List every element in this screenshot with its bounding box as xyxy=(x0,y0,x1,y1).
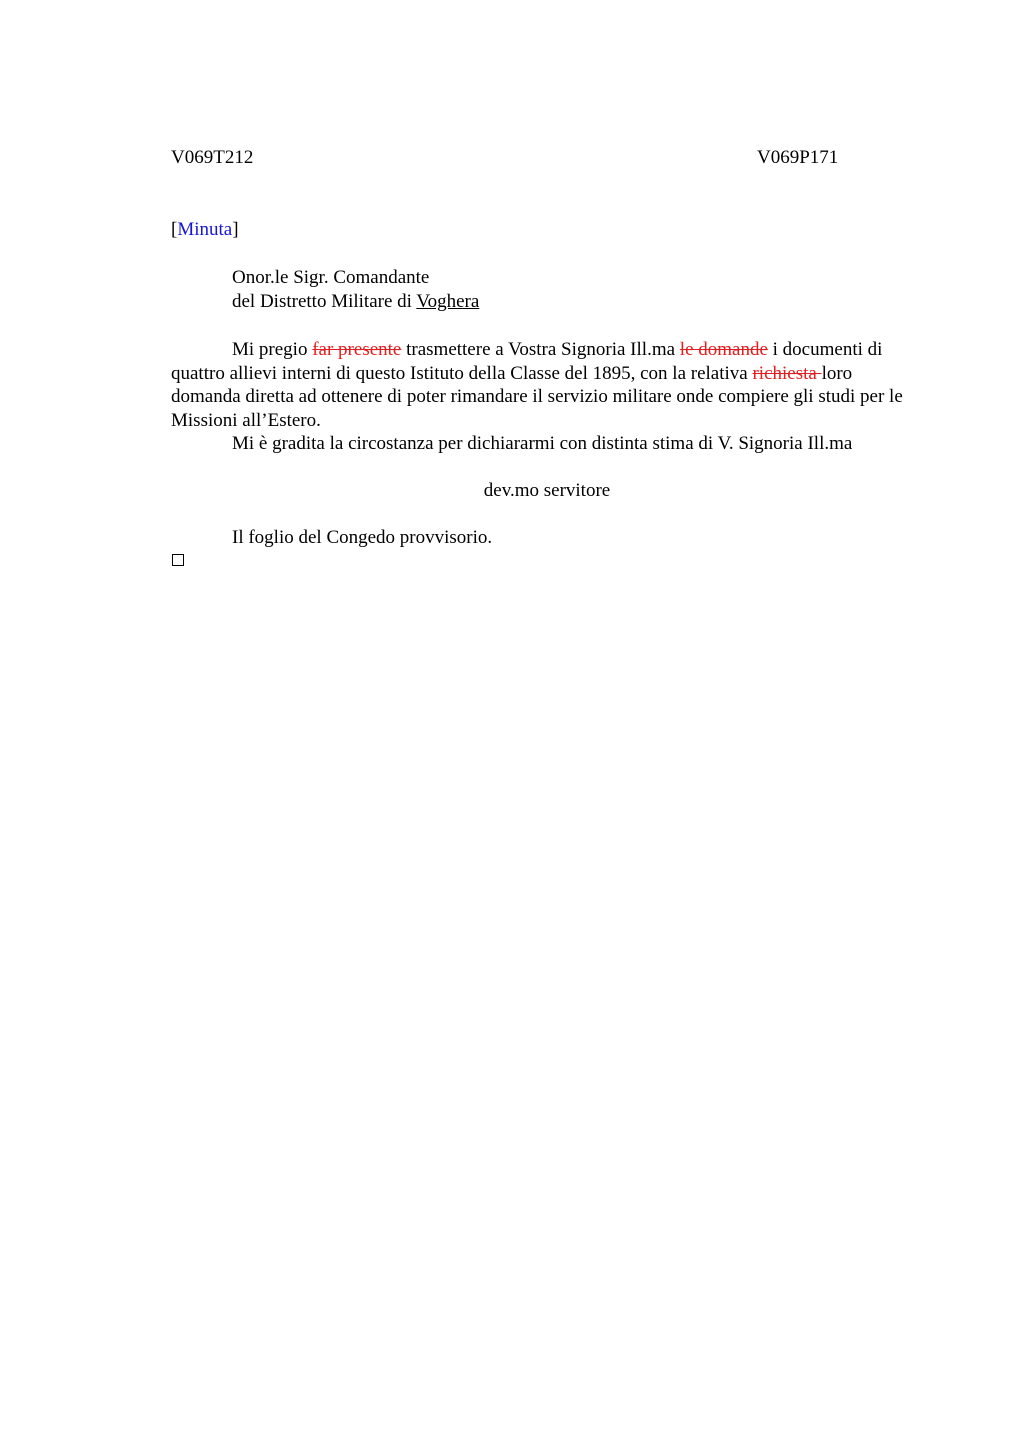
p1-part-1: Mi pregio xyxy=(232,339,313,360)
recipient-line-2 xyxy=(232,290,479,314)
open-bracket: [ xyxy=(171,219,178,240)
p1-part-3: i documenti di quattro allievi interni di questo Istituto della Classe del 1895, con la relativa xyxy=(171,339,883,384)
minuta-label xyxy=(171,219,239,241)
closing-salutation: dev.mo servitore xyxy=(483,480,611,501)
deleted-text-2: le domande xyxy=(679,339,768,360)
deleted-text-1: far presente xyxy=(312,339,402,360)
minuta-text: Minuta xyxy=(177,219,233,240)
recipient-line-2-prefix: del Distretto Militare di xyxy=(232,291,417,312)
deleted-text-3: richiesta xyxy=(752,362,822,384)
recipient-place: Voghera xyxy=(416,291,480,312)
document-code-left: V069T212 xyxy=(171,147,254,168)
paragraph-1 xyxy=(171,338,923,432)
close-bracket: ] xyxy=(232,219,239,240)
enclosure-note: Il foglio del Congedo provvisorio. xyxy=(232,527,493,548)
recipient-line-1: Onor.le Sigr. Comandante xyxy=(232,267,430,288)
letter-body xyxy=(171,338,923,456)
document-code-right: V069P171 xyxy=(757,147,839,168)
recipient-block xyxy=(232,266,479,314)
checkbox-icon xyxy=(172,554,184,566)
p1-part-2: trasmettere a Vostra Signoria Ill.ma xyxy=(401,339,680,360)
p1-part-4: loro domanda diretta ad ottenere di poter rimandare il servizio militare onde compiere gli studi per le Missioni all’Estero. xyxy=(171,362,903,431)
paragraph-2: Mi è gradita la circostanza per dichiararmi con distinta stima di V. Signoria Ill.ma xyxy=(232,433,853,454)
